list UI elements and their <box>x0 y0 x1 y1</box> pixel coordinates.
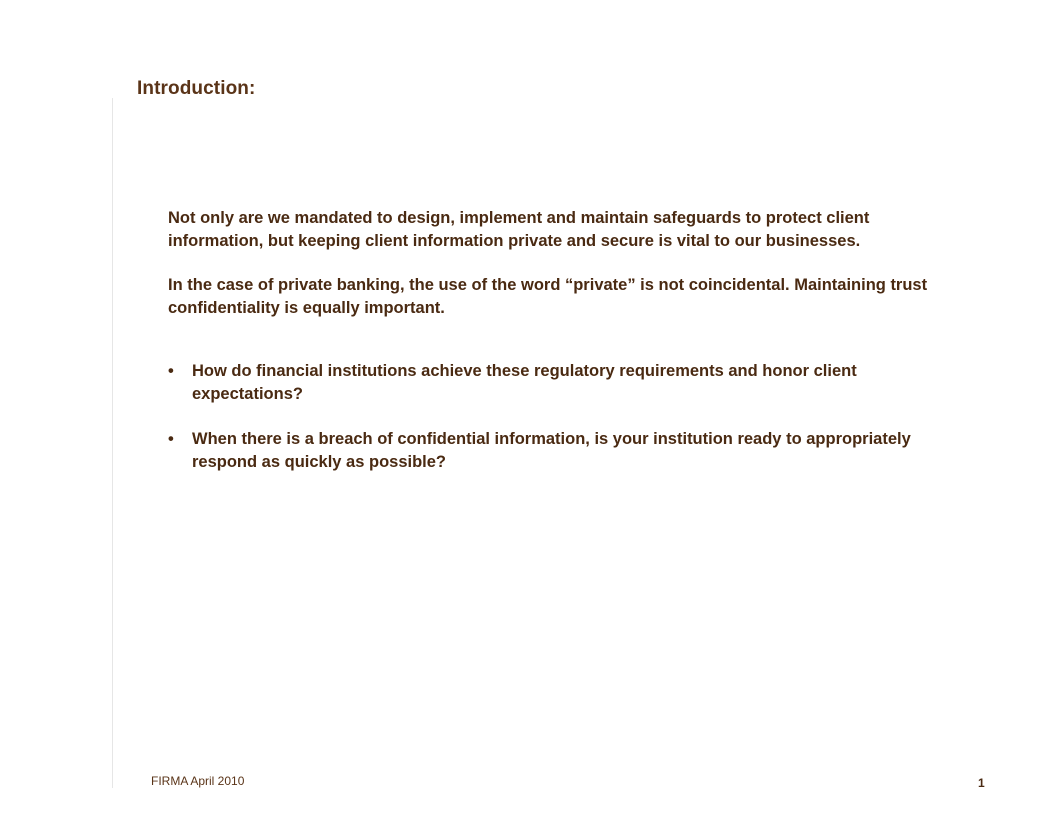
bullet-text-1: How do financial institutions achieve these regulatory requirements and honor client expectations? <box>192 362 857 403</box>
intro-paragraph-2: In the case of private banking, the use of the word “private” is not coincidental. Maintaining trust confidentiality is equally important. <box>168 276 928 317</box>
slide-body <box>168 207 928 473</box>
list-item <box>168 428 928 473</box>
intro-paragraph-1: Not only are we mandated to design, implement and maintain safeguards to protect client information, but keeping client information private and secure is vital to our businesses. <box>168 209 870 250</box>
bullet-text-2: When there is a breach of confidential information, is your institution ready to appropriately respond as quickly as possible? <box>192 430 911 471</box>
bullet-icon: • <box>168 430 174 448</box>
list-item <box>168 360 928 405</box>
left-divider-line <box>112 98 113 788</box>
bullet-icon: • <box>168 362 174 380</box>
question-list <box>168 360 928 473</box>
page-number: 1 <box>978 776 985 790</box>
footer-label: FIRMA April 2010 <box>151 774 245 788</box>
slide-title: Introduction: <box>137 78 256 99</box>
